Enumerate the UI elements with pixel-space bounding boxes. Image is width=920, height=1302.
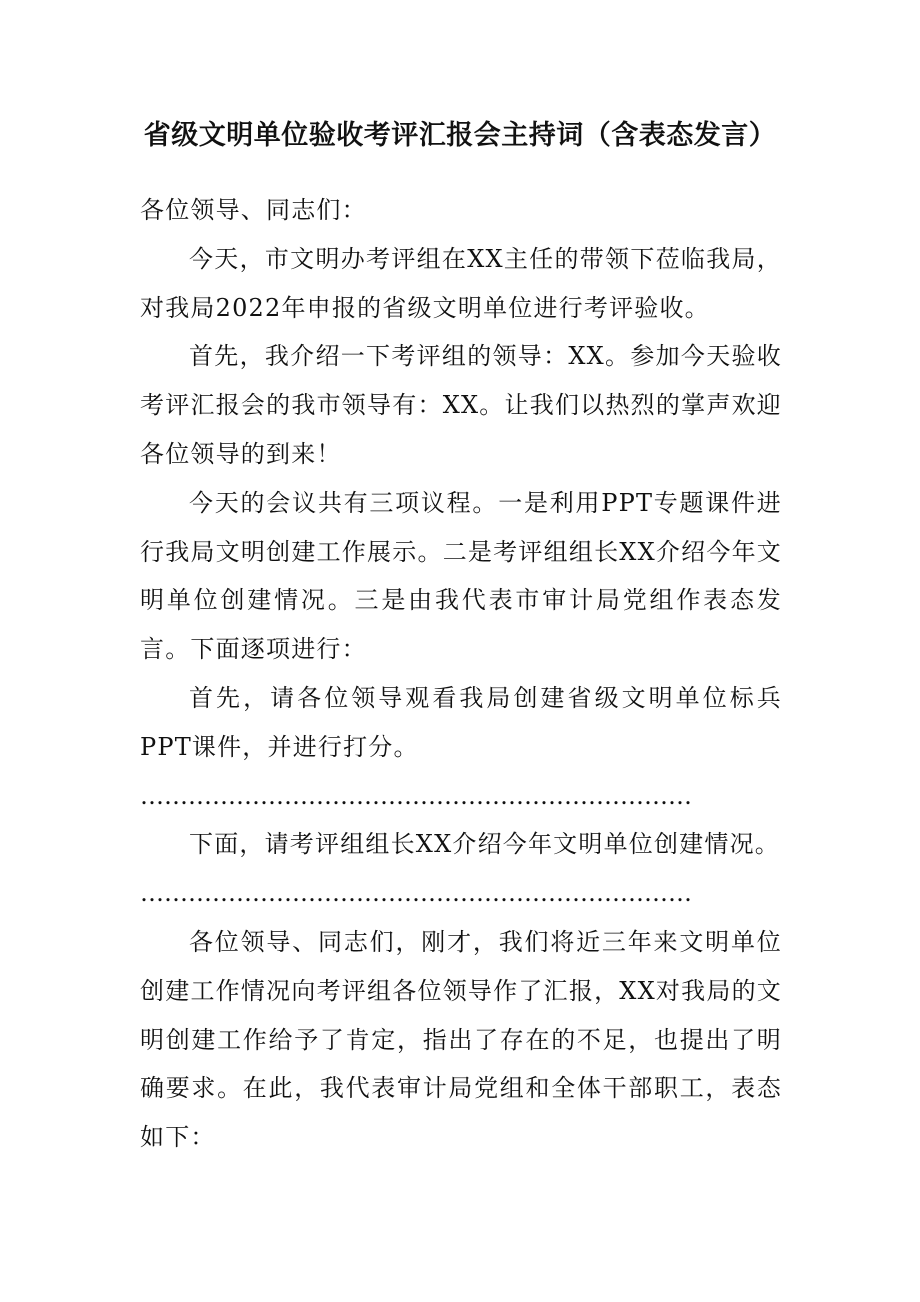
ellipsis-separator: …………………………………………………………… xyxy=(140,879,692,908)
salutation: 各位领导、同志们： xyxy=(140,196,367,224)
paragraph-introduction: 首先，我介绍一下考评组的领导：XX。参加今天验收考评汇报会的我市领导有：XX。让我们以热烈的掌声欢迎各位领导的到来！ xyxy=(140,342,782,468)
document-body xyxy=(140,186,782,1162)
paragraph-closing-statement: 各位领导、同志们，刚才，我们将近三年来文明单位创建工作情况向考评组各位领导作了汇报，XX对我局的文明创建工作给予了肯定，指出了存在的不足，也提出了明确要求。在此，我代表审计局党组和全体干部职工，表态如下： xyxy=(140,927,782,1152)
document-title: 省级文明单位验收考评汇报会主持词（含表态发言） xyxy=(143,120,777,151)
ellipsis-separator: …………………………………………………………… xyxy=(140,781,692,810)
paragraph-agenda: 今天的会议共有三项议程。一是利用PPT专题课件进行我局文明创建工作展示。二是考评组组长XX介绍今年文明单位创建情况。三是由我代表市审计局党组作表态发言。下面逐项进行： xyxy=(140,488,782,664)
paragraph-team-leader: 下面，请考评组组长XX介绍今年文明单位创建情况。 xyxy=(189,830,780,859)
paragraph-opening: 今天，市文明办考评组在XX主任的带领下莅临我局，对我局2022年申报的省级文明单位进行考评验收。 xyxy=(140,244,782,322)
paragraph-ppt-viewing: 首先，请各位领导观看我局创建省级文明单位标兵PPT课件，并进行打分。 xyxy=(140,683,782,761)
